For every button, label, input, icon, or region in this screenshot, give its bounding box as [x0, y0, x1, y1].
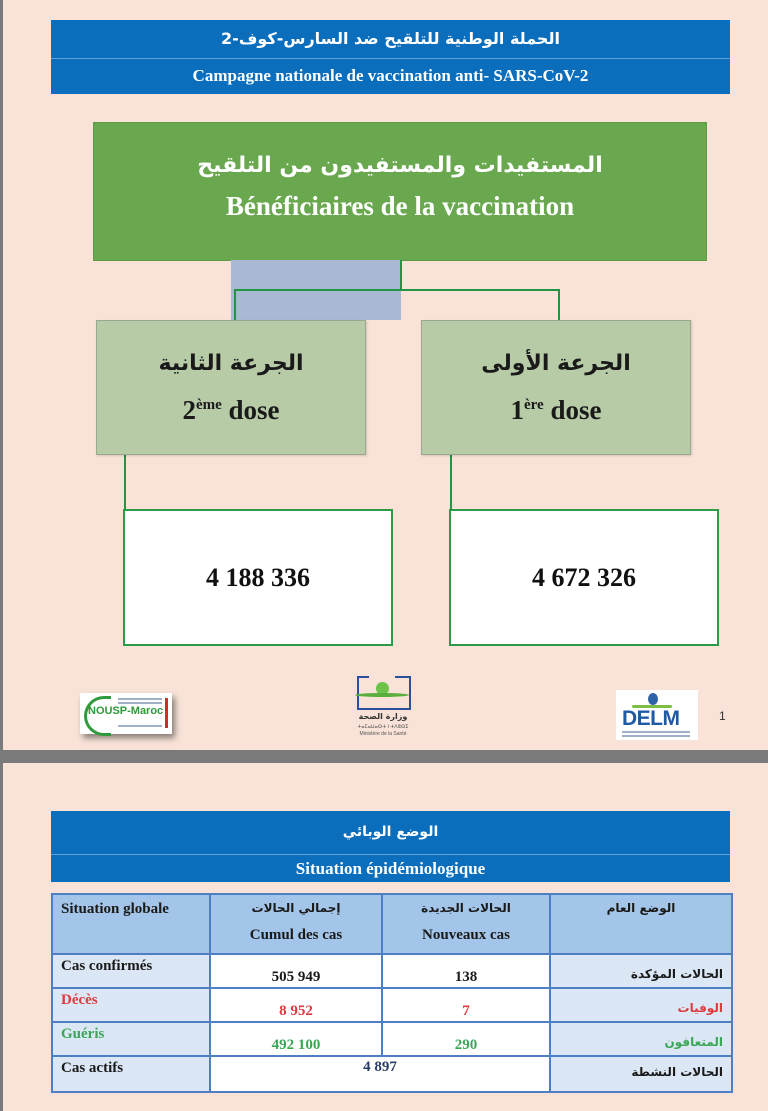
- row-label-french: [52, 954, 210, 988]
- first-dose-label-arabic: الجرعة الأولى: [481, 351, 631, 376]
- row-label-arabic: [550, 1056, 732, 1092]
- new-cell: [382, 988, 550, 1022]
- connector-line: [558, 289, 560, 320]
- dose-word: dose: [228, 395, 280, 425]
- connector-line: [124, 455, 126, 511]
- logo-fine-text: [622, 735, 690, 737]
- logo-frame-gap: [369, 674, 395, 680]
- value-text: 4 897: [363, 1059, 397, 1075]
- label-text: الحالات المؤكدة: [630, 967, 723, 981]
- row-label-french: [52, 1056, 210, 1092]
- label-text: المتعافون: [664, 1035, 723, 1049]
- first-dose-label-french: [422, 385, 690, 430]
- label-text: Guéris: [61, 1026, 105, 1042]
- dose-ordinal: 1: [510, 395, 525, 425]
- campaign-title-french: Campagne nationale de vaccination anti- SARS-CoV-2: [192, 66, 589, 85]
- logo-frame-gap: [369, 702, 395, 708]
- second-dose-label-arabic: الجرعة الثانية: [158, 351, 304, 376]
- value-text: 505 949: [271, 969, 321, 985]
- cumul-cell: [210, 988, 382, 1022]
- beneficiaries-title-french: Bénéficiaires de la vaccination: [225, 191, 575, 221]
- table-header-row: [52, 894, 732, 954]
- beneficiaries-header: [94, 123, 706, 260]
- table-row-recovered: [52, 1022, 732, 1056]
- ministry-name-tifinagh: ⵜⴰⵎⴰⵡⴰⵙⵜ ⵏ ⵜⴷⵓⵙⵉ: [357, 724, 409, 730]
- label-text: الحالات النشطة: [631, 1065, 723, 1079]
- header-nouveaux: [382, 894, 550, 954]
- dose-word: dose: [550, 395, 602, 425]
- row-label-arabic: [550, 1022, 732, 1056]
- dose-ordinal-suffix: ère: [524, 397, 544, 413]
- slide-page-2: [3, 763, 768, 1111]
- cumul-cell: [210, 954, 382, 988]
- logo-red-bar: [165, 698, 168, 728]
- epidemiological-banner: [51, 811, 730, 882]
- header-text-french: Nouveaux cas: [422, 927, 510, 943]
- ministry-of-health-logo: [353, 672, 417, 742]
- ministry-name-arabic: وزارة الصحة: [358, 712, 408, 721]
- logo-fine-text: [118, 702, 162, 704]
- row-label-french: [52, 1022, 210, 1056]
- epidemiological-title-french: Situation épidémiologique: [295, 859, 486, 878]
- label-text: الوفيات: [677, 1001, 723, 1015]
- header-text: Situation globale: [61, 901, 169, 917]
- second-dose-count: 4 188 336: [123, 509, 393, 646]
- first-dose-count: 4 672 326: [449, 509, 719, 646]
- table-row-active: [52, 1056, 732, 1092]
- nousp-logo-text: NOUSP-Maroc: [88, 705, 164, 717]
- row-label-french: [52, 988, 210, 1022]
- second-dose-box: [96, 320, 366, 455]
- connector-line: [234, 289, 560, 291]
- epidemiological-title-arabic: الوضع الوبائي: [342, 824, 439, 840]
- logo-fine-text: [118, 698, 162, 700]
- value-text: 8 952: [279, 1003, 313, 1019]
- connector-line: [400, 260, 402, 290]
- new-cell: [382, 954, 550, 988]
- logo-fine-text: [118, 725, 162, 727]
- header-text-arabic: إجمالي الحالات: [251, 901, 341, 915]
- label-text: Cas actifs: [61, 1060, 124, 1076]
- epidemiological-table: [51, 893, 733, 1093]
- logo-fine-text: [622, 731, 690, 733]
- value-text: 7: [462, 1003, 470, 1019]
- campaign-banner: [51, 20, 730, 94]
- page-number: 1: [719, 709, 726, 723]
- header-text-arabic: الوضع العام: [606, 901, 676, 915]
- header-text-french: Cumul des cas: [249, 927, 343, 943]
- header-situation-arabic: [550, 894, 732, 954]
- slide-page-1: [3, 0, 768, 750]
- ministry-name-french: Ministère de la Santé: [359, 731, 407, 737]
- dose-ordinal-suffix: ème: [195, 397, 222, 413]
- first-dose-box: [421, 320, 691, 455]
- nousp-maroc-logo: [80, 693, 172, 734]
- logo-wave-icon: [355, 693, 409, 697]
- new-cell: [382, 1022, 550, 1056]
- value-text: 492 100: [271, 1037, 321, 1053]
- delm-logo-text: DELM: [622, 707, 680, 730]
- connector-line: [234, 289, 236, 320]
- header-cumul: [210, 894, 382, 954]
- table-row-confirmed: [52, 954, 732, 988]
- label-text: Décès: [61, 992, 98, 1008]
- row-label-arabic: [550, 954, 732, 988]
- connector-line: [450, 455, 452, 511]
- delm-logo: [616, 690, 698, 740]
- second-dose-label-french: [97, 385, 365, 430]
- value-text: 138: [454, 969, 478, 985]
- dose-ordinal: 2: [182, 395, 196, 425]
- header-text-arabic: الحالات الجديدة: [421, 901, 511, 915]
- beneficiaries-title-arabic: المستفيدات والمستفيدون من التلقيح: [197, 153, 603, 178]
- value-text: 290: [454, 1037, 478, 1053]
- active-total-cell: [210, 1056, 550, 1092]
- logo-drop-icon: [648, 693, 658, 705]
- campaign-title-arabic: الحملة الوطنية للتلقيح ضد السارس-كوف-2: [221, 29, 560, 48]
- label-text: Cas confirmés: [61, 958, 153, 974]
- table-row-deaths: [52, 988, 732, 1022]
- cumul-cell: [210, 1022, 382, 1056]
- header-situation-globale: [52, 894, 210, 954]
- row-label-arabic: [550, 988, 732, 1022]
